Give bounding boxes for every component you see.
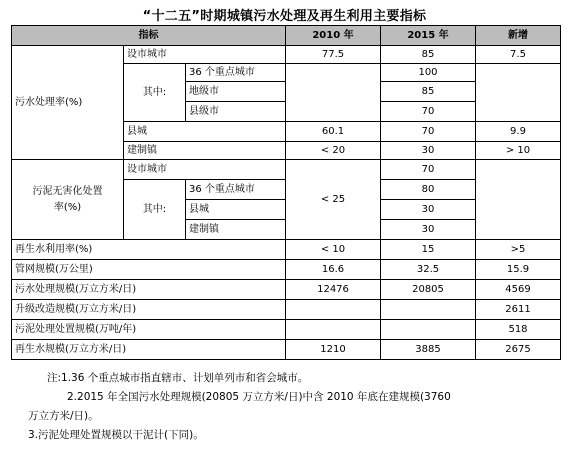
table-row [12, 260, 561, 280]
table-row [12, 340, 561, 360]
table-row [12, 46, 561, 64]
cell-2010-empty [286, 300, 381, 320]
among-label: 其中: [124, 64, 186, 122]
among-label: 其中: [124, 180, 186, 240]
row-label: 升级改造规模(万立方米/日) [12, 300, 286, 320]
table-row [12, 280, 561, 300]
indicators-table [11, 25, 561, 360]
cell-increase: >5 [476, 240, 561, 260]
row-label: 县级市 [186, 102, 286, 122]
note-2-line2: 万立方米/日)。 [28, 410, 99, 422]
cell-2015: 80 [381, 180, 476, 200]
header-2010: 2010 年 [286, 26, 381, 46]
row-label: 建制镇 [124, 142, 286, 160]
cell-2015: 20805 [381, 280, 476, 300]
table-row [12, 240, 561, 260]
cell-2015: 30 [381, 200, 476, 220]
cell-increase: 9.9 [476, 122, 561, 142]
cell-2015-empty [381, 320, 476, 340]
header-indicator: 指标 [12, 26, 286, 46]
cell-2015-empty [381, 300, 476, 320]
note-3: 3.污泥处理处置规模以干泥计(下同)。 [28, 429, 204, 441]
cell-2015: 85 [381, 82, 476, 102]
cell-increase-empty [476, 64, 561, 122]
cell-2010: 77.5 [286, 46, 381, 64]
note-1: 注:1.36 个重点城市指直辖市、计划单列市和省会城市。 [47, 372, 309, 384]
row-label: 再生水利用率(%) [12, 240, 286, 260]
cell-2010-empty [286, 64, 381, 122]
header-increase: 新增 [476, 26, 561, 46]
row-label: 设市城市 [124, 160, 286, 180]
treatment-rate-label: 污水处理率(%) [12, 46, 124, 160]
row-label: 污泥处理处置规模(万吨/年) [12, 320, 286, 340]
cell-2010: 60.1 [286, 122, 381, 142]
table-title: “十二五”时期城镇污水处理及再生利用主要指标 [142, 9, 427, 24]
cell-2015: 70 [381, 102, 476, 122]
cell-2010: < 20 [286, 142, 381, 160]
cell-2010: < 10 [286, 240, 381, 260]
cell-2010: 16.6 [286, 260, 381, 280]
sludge-rate-label-line2: 率(%) [53, 201, 82, 213]
note-2-line1: 2.2015 年全国污水处理规模(20805 万立方米/日)中含 2010 年底在建规模(3760 [67, 391, 451, 403]
cell-2015: 70 [381, 160, 476, 180]
row-label: 设市城市 [124, 46, 286, 64]
cell-2015: 70 [381, 122, 476, 142]
table-row [12, 160, 561, 180]
header-2015: 2015 年 [381, 26, 476, 46]
cell-2015: 100 [381, 64, 476, 82]
cell-2015: 30 [381, 142, 476, 160]
cell-2015: 15 [381, 240, 476, 260]
row-label: 36 个重点城市 [186, 180, 286, 200]
sludge-rate-label [12, 160, 124, 240]
cell-increase-empty [476, 160, 561, 240]
cell-2010: 1210 [286, 340, 381, 360]
cell-increase: 518 [476, 320, 561, 340]
cell-2010: 12476 [286, 280, 381, 300]
row-label: 再生水规模(万立方米/日) [12, 340, 286, 360]
cell-increase: > 10 [476, 142, 561, 160]
cell-2015: 32.5 [381, 260, 476, 280]
cell-increase: 7.5 [476, 46, 561, 64]
cell-2015: 30 [381, 220, 476, 240]
table-row [12, 300, 561, 320]
row-label: 污水处理规模(万立方米/日) [12, 280, 286, 300]
table-row [12, 320, 561, 340]
cell-2015: 85 [381, 46, 476, 64]
cell-increase: 15.9 [476, 260, 561, 280]
row-label: 建制镇 [186, 220, 286, 240]
cell-increase: 4569 [476, 280, 561, 300]
cell-increase: 2611 [476, 300, 561, 320]
row-label: 地级市 [186, 82, 286, 102]
row-label: 管网规模(万公里) [12, 260, 286, 280]
row-label: 36 个重点城市 [186, 64, 286, 82]
row-label: 县城 [186, 200, 286, 220]
cell-2010-empty [286, 320, 381, 340]
sludge-rate-label-line1: 污泥无害化处置 [32, 186, 103, 197]
cell-2015: 3885 [381, 340, 476, 360]
cell-increase: 2675 [476, 340, 561, 360]
header-row [12, 26, 561, 46]
row-label: 县城 [124, 122, 286, 142]
cell-2010: < 25 [286, 160, 381, 240]
